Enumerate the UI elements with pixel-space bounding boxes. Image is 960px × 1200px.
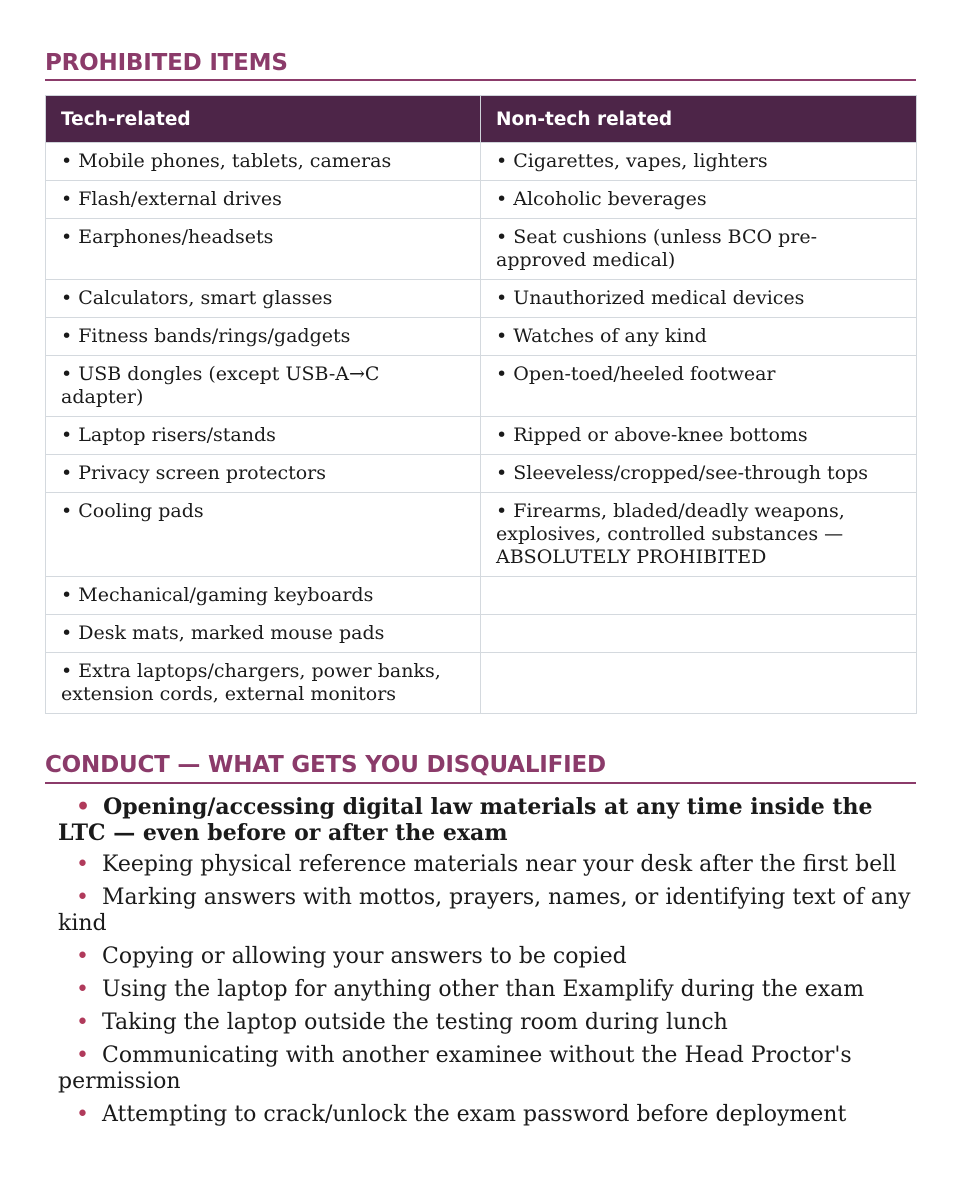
- tech-item: • Fitness bands/rings/gadgets: [46, 318, 481, 356]
- list-item: [58, 794, 918, 846]
- nontech-item: • Firearms, bladed/deadly weapons, explosives, controlled substances — ABSOLUTELY PROHIBITED: [481, 493, 917, 577]
- tech-item: • Calculators, smart glasses: [46, 280, 481, 318]
- nontech-item: [481, 577, 917, 615]
- tech-item: • Cooling pads: [46, 493, 481, 577]
- column-header-nontech: Non-tech related: [481, 96, 917, 143]
- tech-item: • Laptop risers/stands: [46, 417, 481, 455]
- bullet-icon: •: [76, 885, 89, 910]
- table-row: [46, 455, 917, 493]
- table-row: [46, 280, 917, 318]
- table-row: [46, 356, 917, 417]
- tech-item: • Earphones/headsets: [46, 219, 481, 280]
- conduct-item-text: Keeping physical reference materials near your desk after the first bell: [101, 852, 897, 877]
- list-item: [58, 885, 918, 937]
- bullet-icon: •: [76, 1102, 89, 1127]
- tech-item: • Extra laptops/chargers, power banks, extension cords, external monitors: [46, 653, 481, 714]
- tech-item: • Flash/external drives: [46, 181, 481, 219]
- conduct-item-text: Copying or allowing your answers to be copied: [101, 944, 627, 969]
- tech-item: • Mechanical/gaming keyboards: [46, 577, 481, 615]
- prohibited-items-table: [45, 95, 917, 714]
- tech-item: • Mobile phones, tablets, cameras: [46, 143, 481, 181]
- bullet-icon: •: [76, 794, 91, 820]
- bullet-icon: •: [76, 944, 89, 969]
- table-row: [46, 417, 917, 455]
- table-row: [46, 577, 917, 615]
- nontech-item: • Alcoholic beverages: [481, 181, 917, 219]
- nontech-item: • Ripped or above-knee bottoms: [481, 417, 917, 455]
- list-item: [58, 1010, 918, 1036]
- table-row: [46, 181, 917, 219]
- conduct-list: [58, 794, 918, 1135]
- prohibited-items-heading: PROHIBITED ITEMS: [45, 50, 916, 81]
- nontech-item: • Sleeveless/cropped/see-through tops: [481, 455, 917, 493]
- list-item: [58, 977, 918, 1003]
- conduct-item-text: Taking the laptop outside the testing room during lunch: [101, 1010, 728, 1035]
- conduct-item-text: Opening/accessing digital law materials at any time inside the LTC — even before or after the exam: [58, 794, 873, 846]
- nontech-item: • Seat cushions (unless BCO pre-approved medical): [481, 219, 917, 280]
- list-item: [58, 852, 918, 878]
- bullet-icon: •: [76, 852, 89, 877]
- table-row: [46, 219, 917, 280]
- nontech-item: • Watches of any kind: [481, 318, 917, 356]
- tech-item: • Desk mats, marked mouse pads: [46, 615, 481, 653]
- table-row: [46, 493, 917, 577]
- column-header-tech: Tech-related: [46, 96, 481, 143]
- tech-item: • USB dongles (except USB-A→C adapter): [46, 356, 481, 417]
- tech-item: • Privacy screen protectors: [46, 455, 481, 493]
- list-item: [58, 1102, 918, 1128]
- nontech-item: • Cigarettes, vapes, lighters: [481, 143, 917, 181]
- list-item: [58, 944, 918, 970]
- table-header-row: [46, 96, 917, 143]
- conduct-item-text: Using the laptop for anything other than Examplify during the exam: [101, 977, 865, 1002]
- nontech-item: • Unauthorized medical devices: [481, 280, 917, 318]
- bullet-icon: •: [76, 977, 89, 1002]
- list-item: [58, 1043, 918, 1095]
- table-row: [46, 653, 917, 714]
- bullet-icon: •: [76, 1043, 89, 1068]
- nontech-item: • Open-toed/heeled footwear: [481, 356, 917, 417]
- table-row: [46, 615, 917, 653]
- conduct-item-text: Communicating with another examinee without the Head Proctor's permission: [58, 1043, 852, 1094]
- conduct-item-text: Attempting to crack/unlock the exam password before deployment: [101, 1102, 847, 1127]
- table-row: [46, 143, 917, 181]
- conduct-heading: CONDUCT — WHAT GETS YOU DISQUALIFIED: [45, 752, 916, 784]
- conduct-item-text: Marking answers with mottos, prayers, names, or identifying text of any kind: [58, 885, 911, 936]
- bullet-icon: •: [76, 1010, 89, 1035]
- nontech-item: [481, 653, 917, 714]
- table-row: [46, 318, 917, 356]
- nontech-item: [481, 615, 917, 653]
